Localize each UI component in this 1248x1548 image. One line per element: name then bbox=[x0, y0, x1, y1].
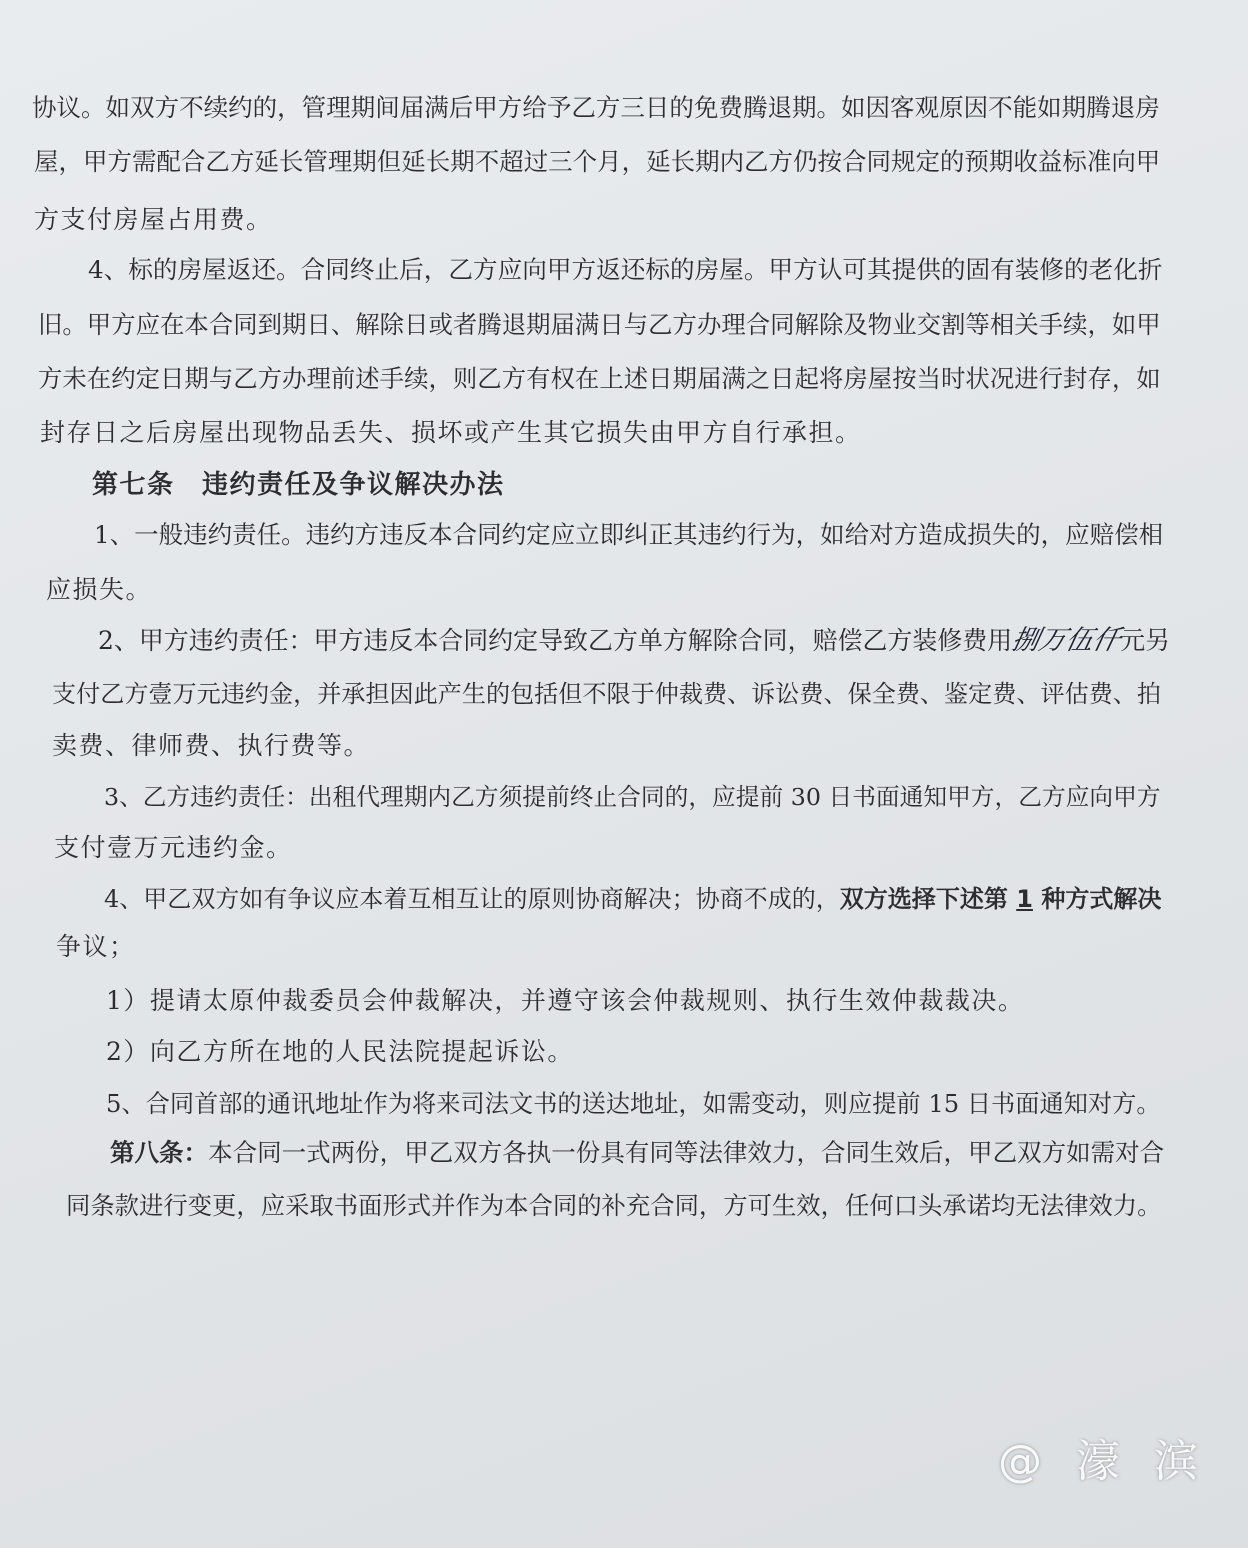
handwritten-amount: 捌万伍仟 bbox=[1009, 625, 1124, 656]
a7-item3-line2: 支付壹万元违约金。 bbox=[54, 833, 293, 862]
article7-title: 第七条 违约责任及争议解决办法 bbox=[92, 470, 505, 500]
article8-text: 本合同一式两份，甲乙双方各执一份具有同等法律效力，合同生效后，甲乙双方如需对合 bbox=[208, 1138, 1165, 1167]
p2-line1: 4、标的房屋返还。合同终止后，乙方应向甲方返还标的房屋。甲方认可其提供的固有装修的老化折 bbox=[88, 255, 1163, 284]
a7-item3-line1: 3、乙方违约责任：出租代理期内乙方须提前终止合同的，应提前 30 日书面通知甲方，乙方应向甲方 bbox=[104, 783, 1161, 811]
p1-line3: 方支付房屋占用费。 bbox=[34, 205, 273, 234]
a7-item4-choice-text: 双方选择下述第 bbox=[839, 885, 1017, 913]
p1-line2: 屋，甲方需配合乙方延长管理期但延长期不超过三个月，延长期内乙方仍按合同规定的预期收益标准向甲 bbox=[34, 147, 1161, 176]
a7-item4-line2: 争议； bbox=[56, 932, 136, 961]
article8-line1 bbox=[110, 1138, 1164, 1168]
a7-item2-line2: 支付乙方壹万元违约金，并承担因此产生的包括但不限于仲裁费、诉讼费、保全费、鉴定费、评估费、拍 bbox=[52, 680, 1162, 708]
a7-item4-text: 4、甲乙双方如有争议应本着互相互让的原则协商解决；协商不成的， bbox=[104, 885, 840, 913]
a7-item4-line1 bbox=[104, 884, 1161, 914]
p2-line3: 方未在约定日期与乙方办理前述手续，则乙方有权在上述日期届满之日起将房屋按当时状况进行封存，如 bbox=[38, 364, 1161, 393]
article8-line2: 同条款进行变更，应采取书面形式并作为本合同的补充合同，方可生效，任何口头承诺均无法律效力。 bbox=[66, 1191, 1162, 1220]
a7-item5: 5、合同首部的通讯地址作为将来司法文书的送达地址，如需变动，则应提前 15 日书面通知对方。 bbox=[106, 1090, 1161, 1118]
a7-item2-line1 bbox=[98, 626, 1170, 656]
a7-option1: 1）提请太原仲裁委员会仲裁解决，并遵守该会仲裁规则、执行生效仲裁裁决。 bbox=[106, 986, 1025, 1015]
article8-label: 第八条： bbox=[110, 1138, 209, 1167]
watermark: @ 濠 滨 bbox=[998, 1436, 1208, 1487]
a7-item1-line2: 应损失。 bbox=[46, 575, 153, 604]
a7-item1-line1: 1、一般违约责任。违约方违反本合同约定应立即纠正其违约行为，如给对方造成损失的，应赔偿相 bbox=[94, 520, 1164, 549]
a7-item2-text: 2、甲方违约责任：甲方违反本合同约定导致乙方单方解除合同，赔偿乙方装修费用 bbox=[98, 626, 1013, 655]
a7-item4-choice-end: 种方式解决 bbox=[1032, 885, 1162, 913]
p1-line1: 协议。如双方不续约的，管理期间届满后甲方给予乙方三日的免费腾退期。如因客观原因不能如期腾退房 bbox=[32, 93, 1160, 122]
a7-item2-line3: 卖费、律师费、执行费等。 bbox=[52, 731, 371, 760]
p2-line4: 封存日之后房屋出现物品丢失、损坏或产生其它损失由甲方自行承担。 bbox=[40, 418, 862, 447]
a7-option2: 2）向乙方所在地的人民法院提起诉讼。 bbox=[106, 1037, 574, 1066]
a7-item2-text-end: 元另 bbox=[1120, 626, 1171, 655]
a7-item4-choice: 1 bbox=[1016, 885, 1033, 913]
p2-line2: 旧。甲方应在本合同到期日、解除日或者腾退期届满日与乙方办理合同解除及物业交割等相关手续，如甲 bbox=[38, 310, 1161, 339]
